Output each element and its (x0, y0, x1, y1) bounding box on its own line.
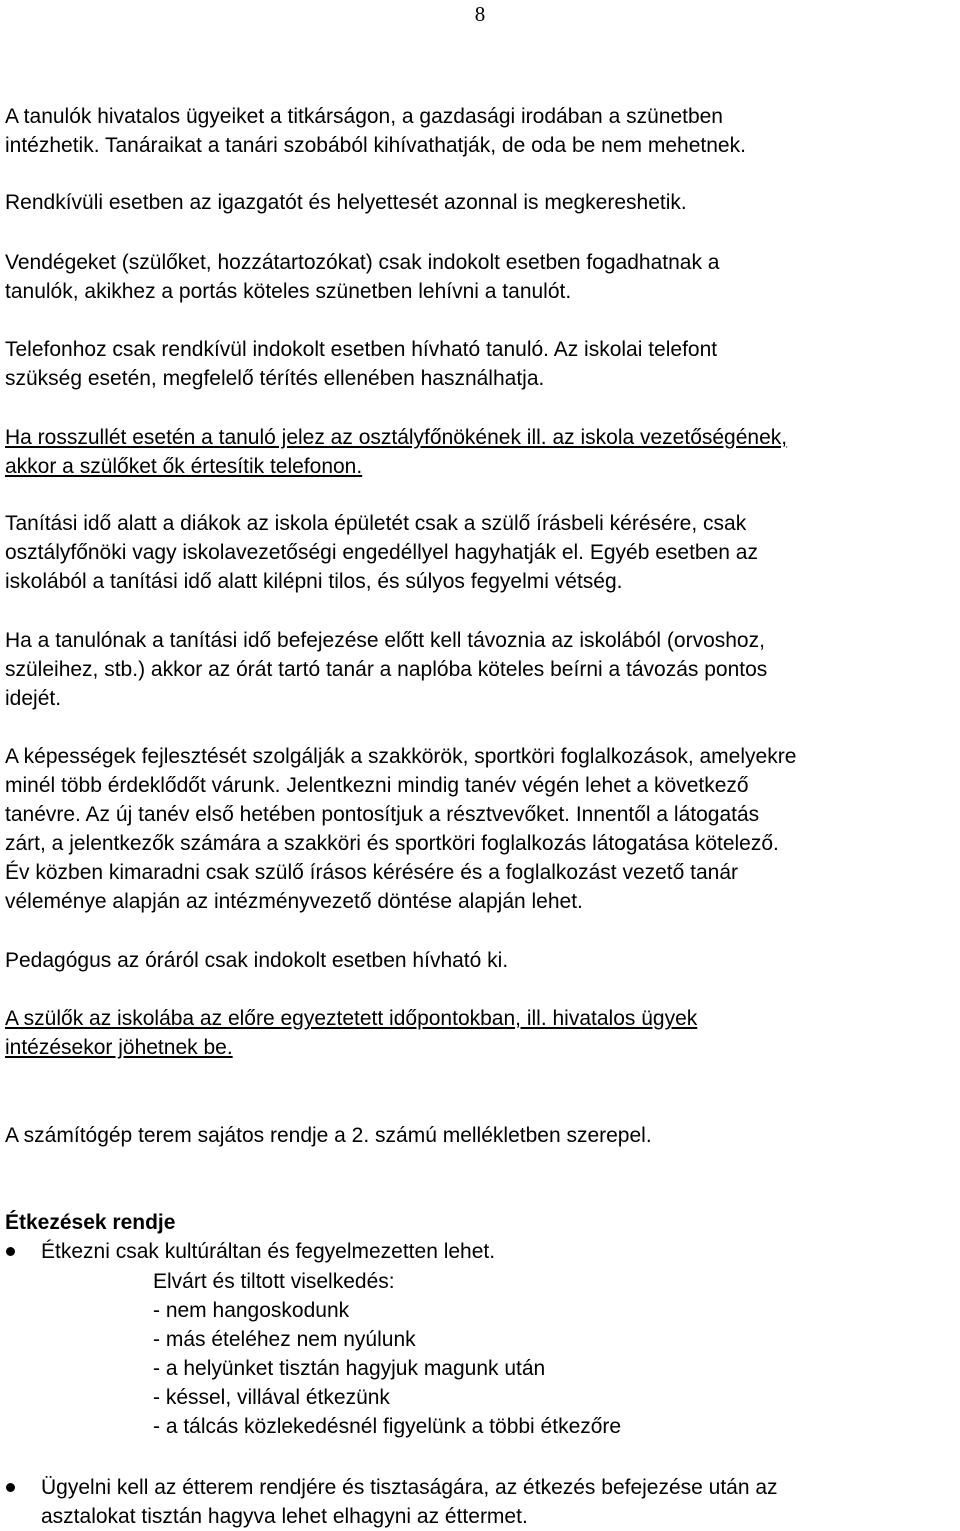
section-heading: Étkezések rendje (5, 1211, 176, 1234)
text-line: minél több érdeklődőt várunk. Jelentkezni mindig tanév végén lehet a következő (5, 774, 749, 797)
text-line: A képességek fejlesztését szolgálják a szakkörök, sportköri foglalkozások, amelyekre (5, 745, 797, 768)
list-item: - a helyünket tisztán hagyjuk magunk után (153, 1357, 546, 1380)
text-line: szüleihez, stb.) akkor az órát tartó tanár a naplóba köteles beírni a távozás pontos (5, 658, 768, 681)
text-line: A szülők az iskolába az előre egyeztetett időpontokban, ill. hivatalos ügyek (5, 1007, 698, 1030)
paragraph-computer-room: A számítógép terem sajátos rendje a 2. számú mellékletben szerepel. (5, 1124, 652, 1147)
list-item: - nem hangoskodunk (153, 1299, 350, 1322)
bullet-text: Ügyelni kell az étterem rendjére és tisztaságára, az étkezés befejezése után az (41, 1476, 778, 1499)
list-item: Elvárt és tiltott viselkedés: (153, 1270, 395, 1293)
paragraph-emergency: Rendkívüli esetben az igazgatót és helyettesét azonnal is megkereshetik. (5, 191, 687, 214)
text-line: intézésekor jöhetnek be. (5, 1036, 233, 1059)
text-line: szükség esetén, megfelelő térítés ellenében használhatja. (5, 367, 545, 390)
bullet-icon (6, 1247, 15, 1256)
text-line: tanévre. Az új tanév első hetében pontosítjuk a résztvevőket. Innentől a látogatás (5, 803, 760, 826)
paragraph-teacher-call: Pedagógus az óráról csak indokolt esetben hívható ki. (5, 949, 509, 972)
text-line: akkor a szülőket ők értesítik telefonon. (5, 455, 363, 478)
text-line: véleménye alapján az intézményvezető döntése alapján lehet. (5, 890, 583, 913)
text-line: idejét. (5, 687, 62, 710)
text-line: Ha rosszullét esetén a tanuló jelez az osztályfőnökének ill. az iskola vezetőségének, (5, 426, 788, 449)
text-line: Ha a tanulónak a tanítási idő befejezése előtt kell távoznia az iskolából (orvoshoz, (5, 629, 765, 652)
page-number: 8 (474, 2, 486, 26)
text-line: A tanulók hivatalos ügyeiket a titkárságon, a gazdasági irodában a szünetben (5, 105, 723, 128)
list-item: - a tálcás közlekedésnél figyelünk a többi étkezőre (153, 1415, 622, 1438)
bullet-text: Étkezni csak kultúráltan és fegyelmezetten lehet. (41, 1240, 496, 1263)
list-item: - más ételéhez nem nyúlunk (153, 1328, 416, 1351)
text-line: tanulók, akikhez a portás köteles szünetben lehívni a tanulót. (5, 280, 572, 303)
text-line: Telefonhoz csak rendkívül indokolt esetben hívható tanuló. Az iskolai telefont (5, 338, 718, 361)
text-line: zárt, a jelentkezők számára a szakköri és sportköri foglalkozás látogatása kötelező. (5, 832, 779, 855)
text-line: Vendégeket (szülőket, hozzátartozókat) csak indokolt esetben fogadhatnak a (5, 251, 720, 274)
text-line: intézhetik. Tanáraikat a tanári szobából kihívathatják, de oda be nem mehetnek. (5, 134, 746, 157)
text-line: Év közben kimaradni csak szülő írásos kérésére és a foglalkozást vezető tanár (5, 861, 739, 884)
bullet-text: asztalokat tisztán hagyva lehet elhagyni az éttermet. (41, 1505, 528, 1528)
text-line: iskolából a tanítási idő alatt kilépni tilos, és súlyos fegyelmi vétség. (5, 570, 623, 593)
text-line: Tanítási idő alatt a diákok az iskola épületét csak a szülő írásbeli kérésére, csak (5, 512, 747, 535)
list-item: - késsel, villával étkezünk (153, 1386, 390, 1409)
text-line: osztályfőnöki vagy iskolavezetőségi engedéllyel hagyhatják el. Egyéb esetben az (5, 541, 758, 564)
bullet-icon (6, 1483, 15, 1492)
